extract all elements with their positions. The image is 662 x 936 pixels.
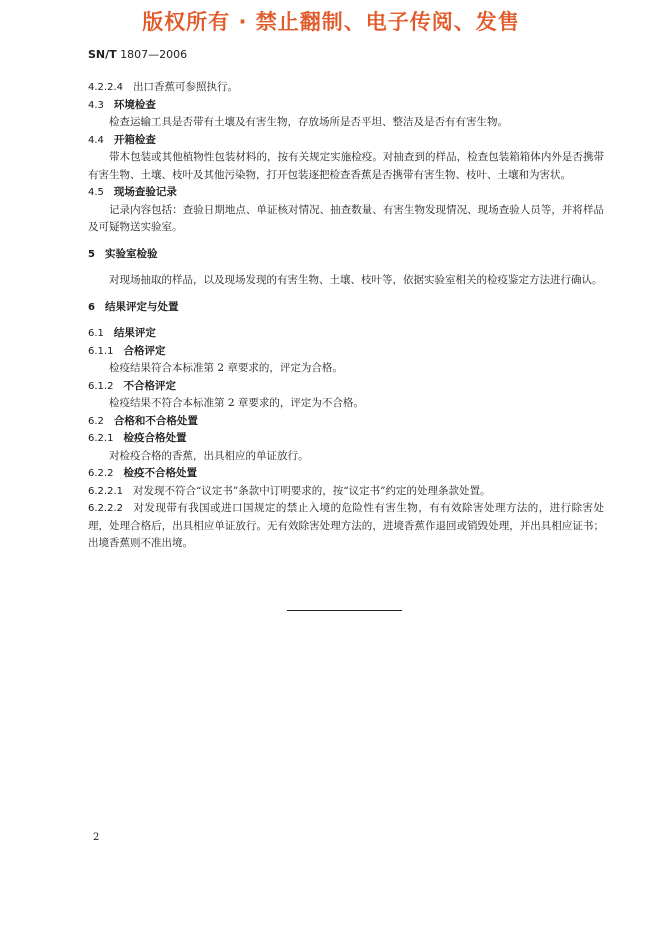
heading-4-3: [88, 97, 604, 115]
paragraph-4-3: 检查运输工具是否带有土壤及有害生物，存放场所是否平坦、整洁及是否有有害生物。: [109, 116, 508, 128]
section-number: 6.2: [88, 415, 104, 427]
section-number: 6.2.2: [88, 468, 114, 479]
chapter-number: 5: [88, 248, 95, 260]
end-of-standard-rule: [287, 610, 402, 611]
section-number: 6.1.1: [88, 345, 114, 357]
section-number: 4.5: [88, 187, 104, 198]
section-title: 合格评定: [123, 344, 166, 357]
section-number: 6.1.2: [88, 380, 114, 392]
paragraph-4-5: 记录内容包括：查验日期地点、单证核对情况、抽查数量、有害生物发现情况、现场查验人员等，并将样品及可疑物送实验室。: [88, 203, 604, 233]
heading-6-2-2: [88, 465, 604, 483]
clause-text: 对发现不符合“议定书”条款中订明要求的，按“议定书”约定的处理条款处置。: [133, 484, 491, 497]
chapter-number: 6: [88, 301, 95, 313]
section-title: 结果评定: [113, 327, 156, 339]
clause-text: 对发现带有我国或进口国规定的禁止入境的危险性有害生物，有有效除害处理方法的，进行除害处理，处理合格后，出具相应单证放行。无有效除害处理方法的，进境香蕉作退回或销毁处理，并出具相应证书；出境香蕉则不准出境。: [88, 502, 604, 549]
heading-6-2: [88, 413, 604, 431]
clause-number: 4.2.2.4: [88, 82, 123, 93]
clause-number: 6.2.2.2: [88, 503, 123, 514]
heading-6-1-2: [88, 378, 604, 396]
chapter-5-heading: [88, 246, 604, 264]
heading-6-2-1: [88, 430, 604, 448]
section-number: 6.1: [88, 328, 104, 339]
document-body: [88, 79, 604, 553]
chapter-title: 实验室检验: [104, 247, 158, 260]
paragraph-4-4: 带木包装或其他植物性包装材料的，按有关规定实施检疫。对抽查到的样品，检查包装箱箱体内外是否携带有害生物、土壤、枝叶及其他污染物，打开包装逐把检查香蕉是否携带有害生物、枝叶、土壤和为害状。: [88, 151, 604, 181]
standard-number: 1807—2006: [120, 48, 188, 61]
section-title: 开箱检查: [113, 133, 156, 146]
section-title: 合格和不合格处置: [113, 414, 198, 427]
page-number: 2: [93, 832, 100, 843]
section-number: 4.4: [88, 134, 104, 146]
section-title: 检疫不合格处置: [123, 467, 197, 479]
section-number: 6.2.1: [88, 433, 114, 444]
clause-text: 出口香蕉可参照执行。: [133, 81, 238, 93]
heading-6-1-1: [88, 343, 604, 361]
paragraph-5: 对现场抽取的样品，以及现场发现的有害生物、土壤、枝叶等，依据实验室相关的检疫鉴定方法进行确认。: [109, 274, 603, 286]
copyright-watermark: 版权所有 · 禁止翻制、电子传阅、发售: [142, 10, 520, 34]
chapter-6-heading: [88, 299, 604, 317]
clause-4-2-2-4: [88, 79, 604, 97]
section-title: 现场查验记录: [113, 186, 177, 198]
section-title: 不合格评定: [123, 379, 176, 392]
heading-6-1: [88, 325, 604, 343]
chapter-title: 结果评定与处置: [104, 300, 179, 313]
clause-6-2-2-1: [88, 483, 604, 501]
standard-prefix: SN/T: [88, 48, 117, 61]
paragraph-6-1-1: 检疫结果符合本标准第 2 章要求的，评定为合格。: [109, 362, 343, 374]
section-number: 4.3: [88, 99, 104, 111]
section-title: 环境检查: [113, 98, 156, 111]
clause-6-2-2-2: [88, 500, 604, 553]
standard-number-header: [88, 48, 187, 61]
heading-4-4: [88, 132, 604, 150]
heading-4-5: [88, 184, 604, 202]
section-title: 检疫合格处置: [123, 432, 187, 444]
paragraph-6-1-2: 检疫结果不符合本标准第 2 章要求的，评定为不合格。: [109, 397, 364, 409]
clause-number: 6.2.2.1: [88, 485, 123, 497]
paragraph-6-2-1: 对检疫合格的香蕉，出具相应的单证放行。: [109, 449, 309, 462]
